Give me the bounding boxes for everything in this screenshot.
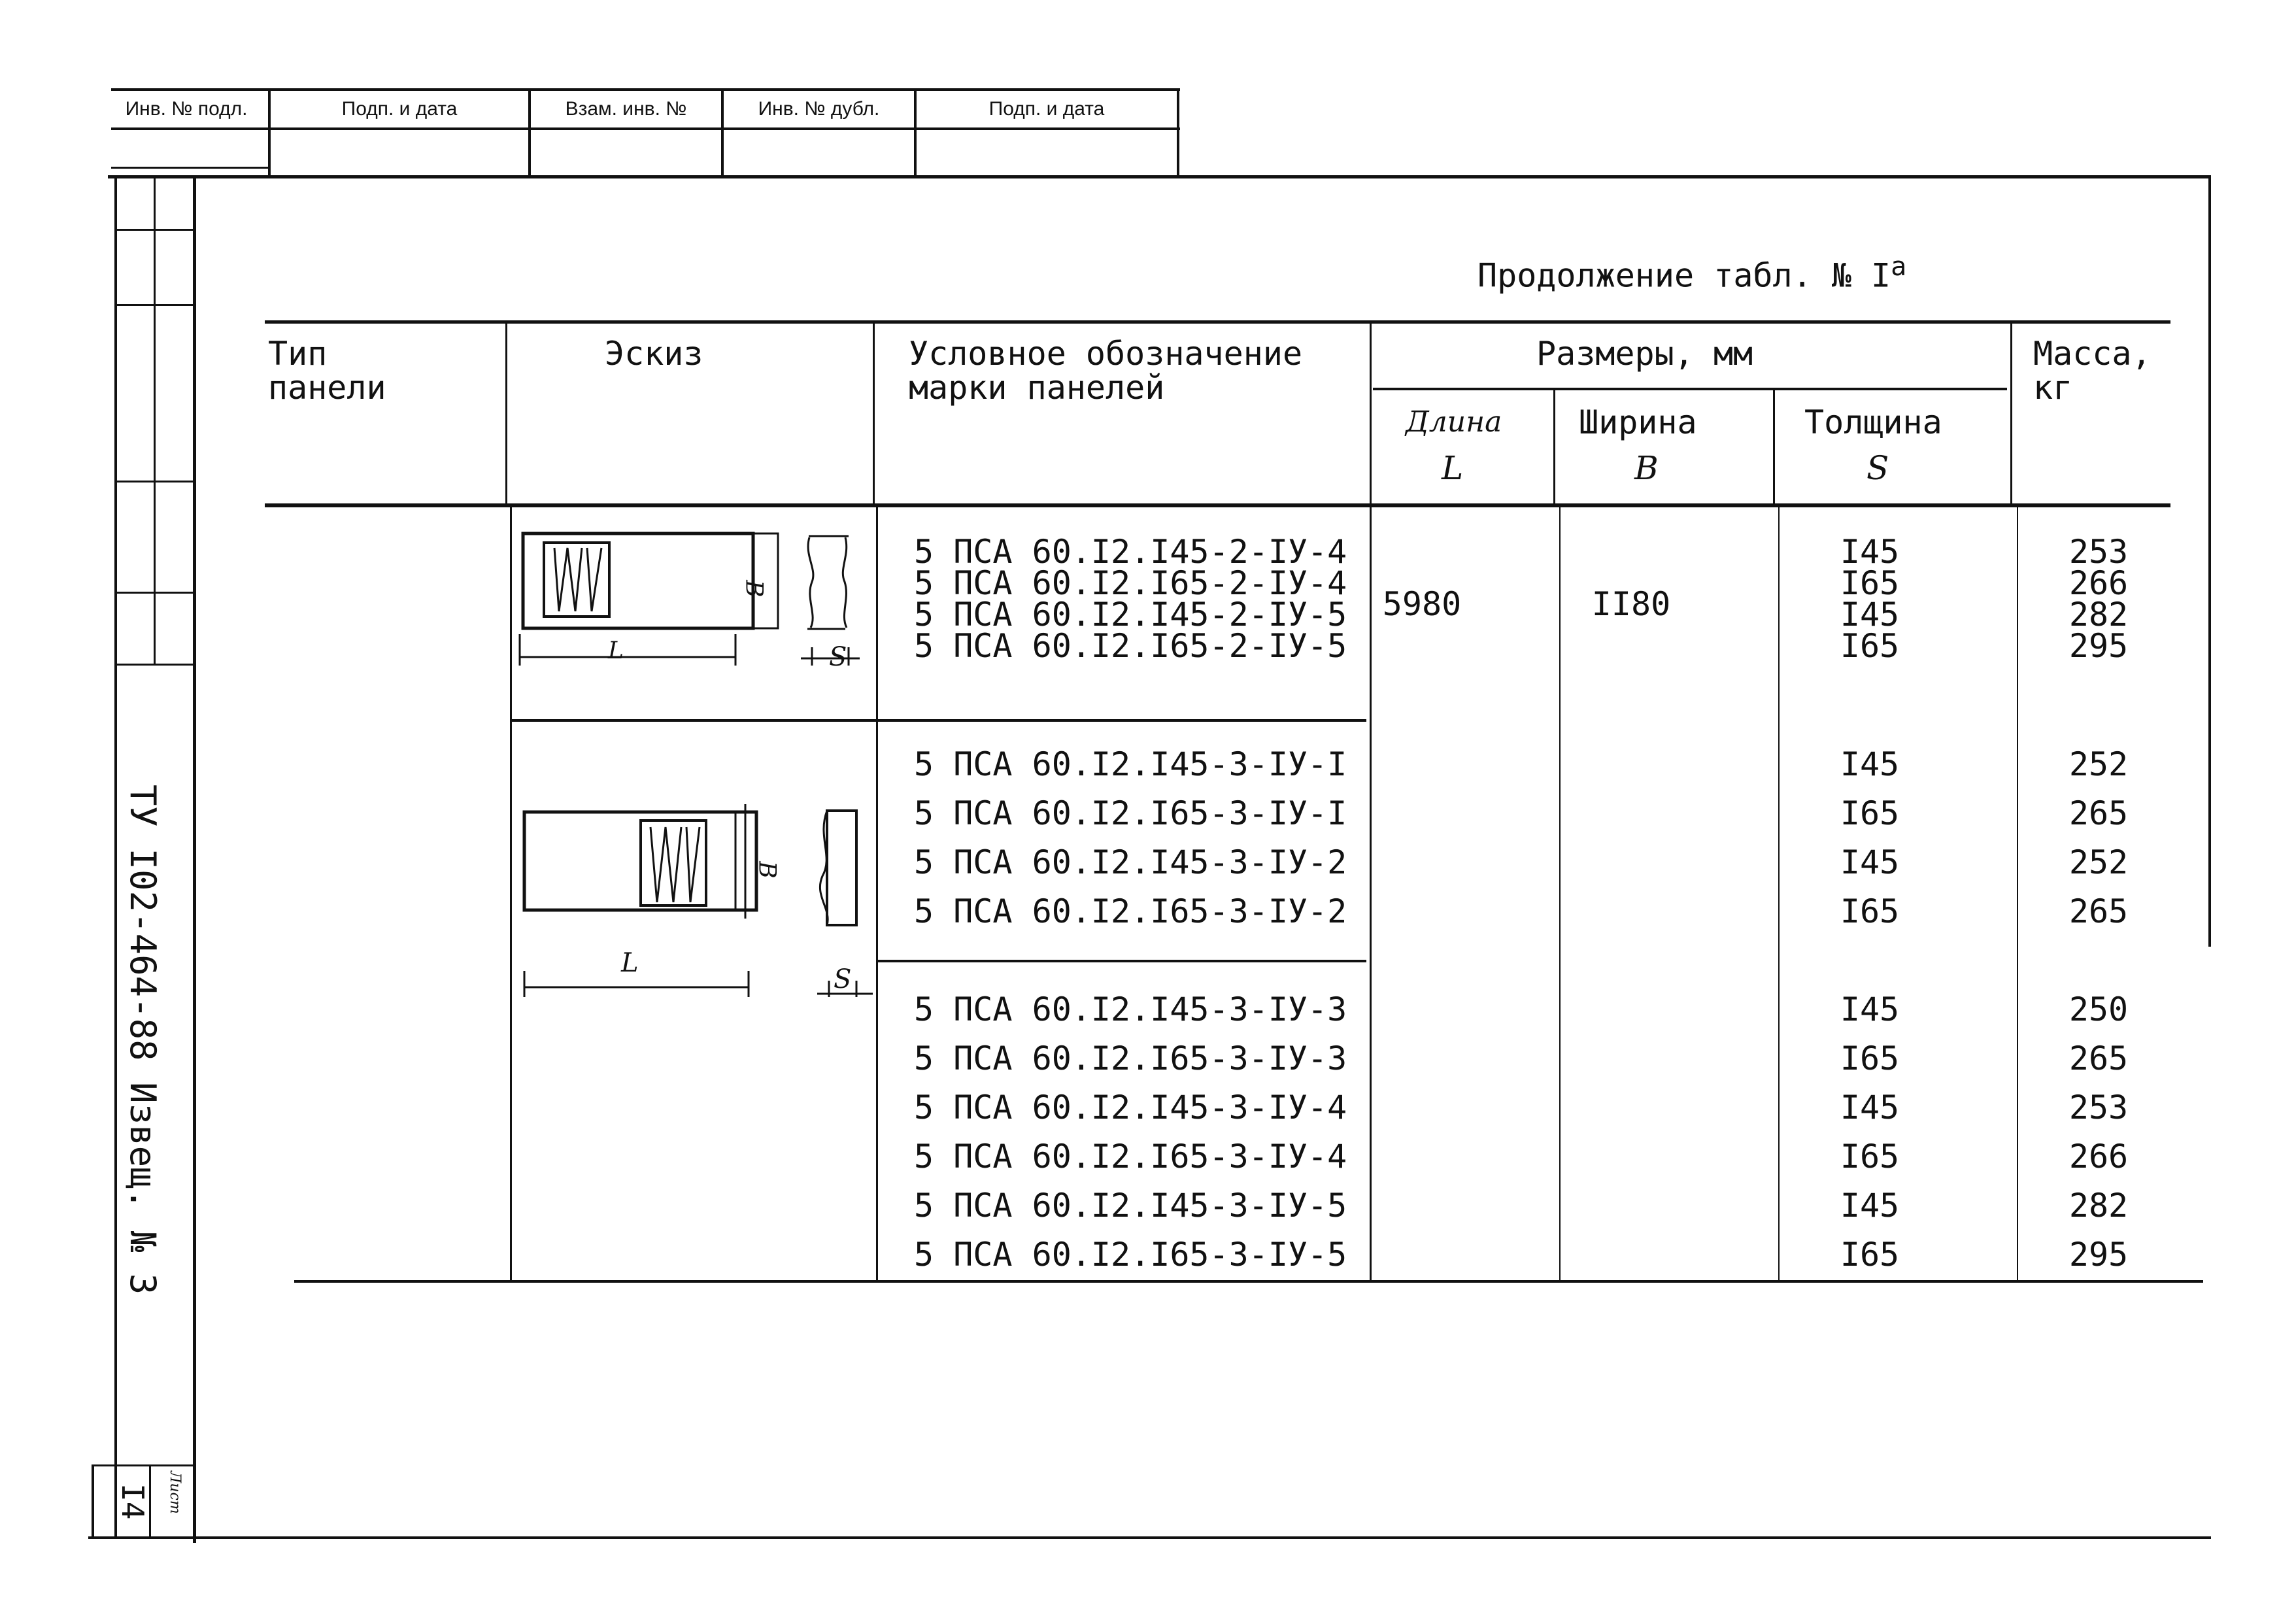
thickness-value: I45 [1840,1089,1900,1126]
sketch1-thickness-label: S [829,642,847,672]
thickness-value: I45 [1840,990,1900,1028]
mass-value: 250 [2068,990,2129,1028]
panel-mark: 5 ПСА 60.I2.I65-2-IУ-5 [914,627,1347,665]
thickness-value: I65 [1840,794,1900,832]
panel-mark: 5 ПСА 60.I2.I45-3-IУ-4 [914,1089,1347,1126]
thickness-value: I45 [1840,745,1900,783]
mass-value: 266 [2068,564,2129,602]
stamp-header-inv-podl: Инв. № подл. [125,98,248,120]
table-caption [1477,252,1906,295]
sheet-label: Лист [167,1471,183,1514]
mass-value: 265 [2068,892,2129,930]
mass-value: 282 [2068,1187,2129,1225]
mass-value: 252 [2068,745,2129,783]
panel-mark: 5 ПСА 60.I2.I45-3-IУ-I [914,745,1347,783]
panel-mark: 5 ПСА 60.I2.I45-2-IУ-5 [914,596,1347,634]
thickness-value: I65 [1840,1040,1900,1077]
thickness-value: I65 [1840,1236,1900,1274]
header-length: Длина [1406,405,1502,439]
sheet-number: I4 [115,1483,150,1520]
length-value: 5980 [1382,585,1462,623]
mass-value: 253 [2068,533,2129,571]
header-designation: Условное обозначение марки панелей [909,335,1303,407]
sketch1-length-label: L [608,637,624,664]
thickness-value: I65 [1840,564,1900,602]
sketch2-length-label: L [621,948,639,978]
mass-value: 295 [2068,627,2129,665]
sketch2-thickness-label: S [834,964,852,994]
panel-mark: 5 ПСА 60.I2.I45-3-IУ-5 [914,1187,1347,1225]
mass-value: 282 [2068,596,2129,634]
thickness-value: I65 [1840,892,1900,930]
panel-mark: 5 ПСА 60.I2.I45-3-IУ-3 [914,990,1347,1028]
mass-value: 252 [2068,843,2129,881]
panel-mark: 5 ПСА 60.I2.I65-3-IУ-I [914,794,1347,832]
header-length-symbol: L [1442,449,1464,487]
header-sketch: Эскиз [605,335,703,373]
header-width: Ширина [1579,403,1697,441]
panel-mark: 5 ПСА 60.I2.I65-3-IУ-5 [914,1236,1347,1274]
mass-value: 266 [2068,1138,2129,1176]
thickness-value: I45 [1840,843,1900,881]
sketch2-width-label: B [753,861,781,879]
thickness-value: I45 [1840,533,1900,571]
panel-mark: 5 ПСА 60.I2.I65-3-IУ-4 [914,1138,1347,1176]
header-thickness-symbol: S [1866,449,1889,487]
mass-value: 295 [2068,1236,2129,1274]
header-thickness: Толщина [1804,403,1942,441]
panel-mark: 5 ПСА 60.I2.I45-3-IУ-2 [914,843,1347,881]
thickness-value: I45 [1840,596,1900,634]
header-width-symbol: B [1634,449,1659,487]
document-code-vertical: ТУ I02-464-88 Извещ. № 3 [122,785,163,1295]
mass-value: 253 [2068,1089,2129,1126]
mass-value: 265 [2068,794,2129,832]
thickness-value: I65 [1840,1138,1900,1176]
stamp-header-inv-dubl: Инв. № дубл. [758,98,880,120]
thickness-value: I45 [1840,1187,1900,1225]
header-mass: Масса, кг [2033,335,2152,407]
panel-mark: 5 ПСА 60.I2.I65-3-IУ-2 [914,892,1347,930]
sketch1-width-label: B [740,580,768,598]
header-dimensions: Размеры, мм [1536,335,1753,373]
panel-mark: 5 ПСА 60.I2.I65-3-IУ-3 [914,1040,1347,1077]
table-caption-superscript: а [1891,252,1907,282]
header-panel-type: Тип панели [268,335,386,407]
stamp-header-podp-data-2: Подп. и дата [988,98,1105,120]
stamp-header-vzam-inv: Взам. инв. № [565,98,687,120]
width-value: II80 [1591,585,1671,623]
mass-value: 265 [2068,1040,2129,1077]
thickness-value: I65 [1840,627,1900,665]
panel-mark: 5 ПСА 60.I2.I65-2-IУ-4 [914,564,1347,602]
table-caption-text: Продолжение табл. № I [1477,256,1891,295]
panel-mark: 5 ПСА 60.I2.I45-2-IУ-4 [914,533,1347,571]
stamp-header-podp-data-1: Подп. и дата [341,98,458,120]
